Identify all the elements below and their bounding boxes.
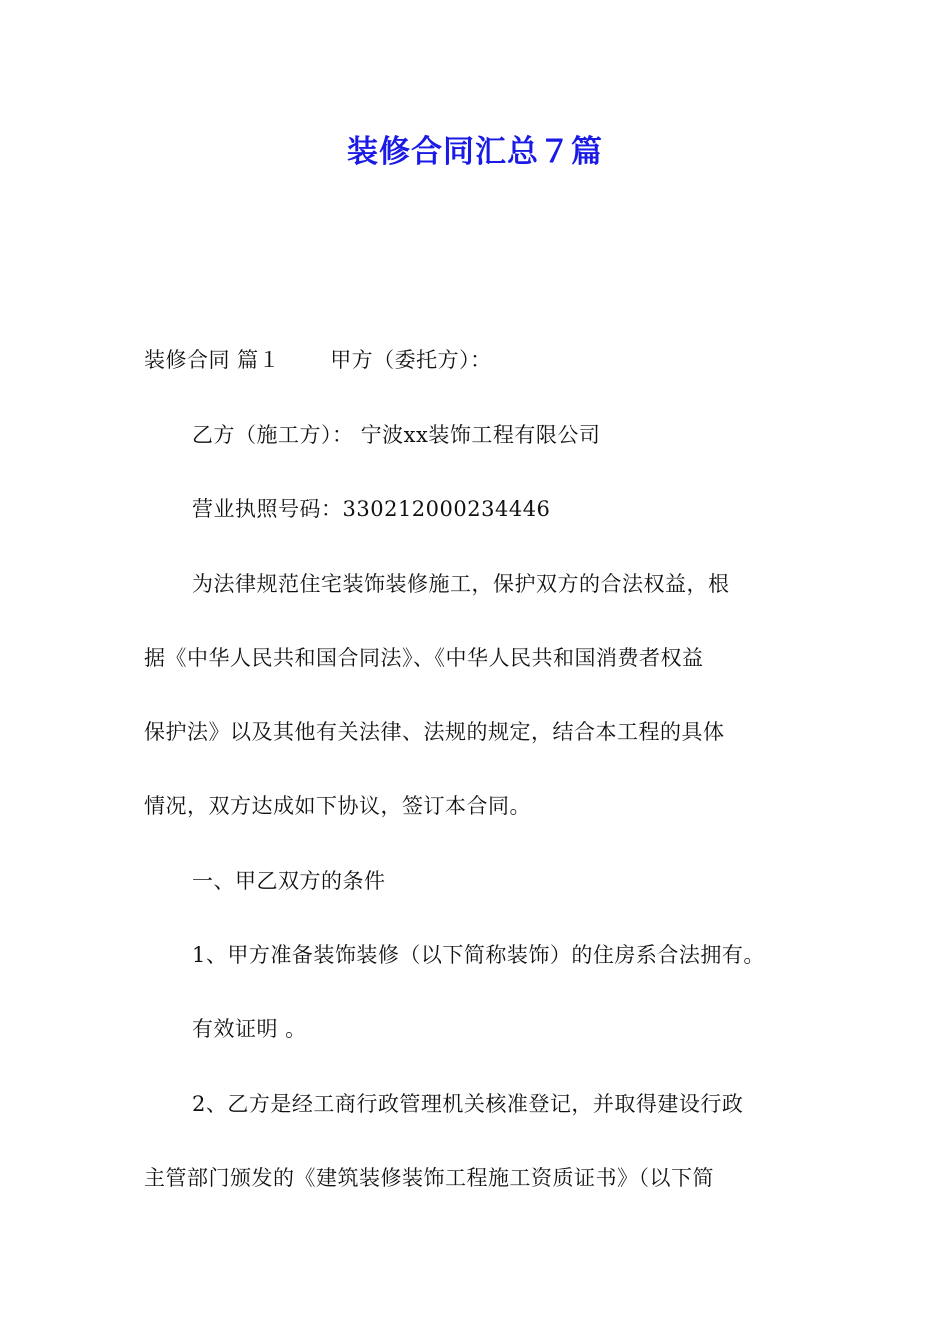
section-heading: 一、甲乙双方的条件 <box>192 869 386 893</box>
contract-section-label: 装修合同 篇１ <box>144 348 281 372</box>
clause-line: 有效证明 。 <box>192 1017 307 1041</box>
clause-line: 2、乙方是经工商行政管理机关核准登记，并取得建设行政 <box>192 1092 744 1116</box>
paragraph-line: 保护法》以及其他有关法律、法规的规定，结合本工程的具体 <box>144 720 725 744</box>
clause-line: 主管部门颁发的《建筑装修装饰工程施工资质证书》（以下简 <box>144 1166 714 1190</box>
paragraph-line: 据《中华人民共和国合同法》、《中华人民共和国消费者权益 <box>144 646 704 670</box>
clause-line: 1、甲方准备装饰装修（以下简称装饰）的住房系合法拥有。 <box>192 943 765 967</box>
contract-heading-line <box>144 345 824 375</box>
party-b-line: 乙方（施工方）： 宁波xx装饰工程有限公司 <box>192 423 601 447</box>
party-a-label: 甲方（委托方）： <box>330 348 492 372</box>
document-title: 装修合同汇总７篇 <box>347 134 603 170</box>
license-number-line: 营业执照号码：330212000234446 <box>192 497 551 521</box>
paragraph-line: 为法律规范住宅装饰装修施工，保护双方的合法权益，根 <box>192 572 730 596</box>
paragraph-line: 情况，双方达成如下协议，签订本合同。 <box>144 794 531 818</box>
